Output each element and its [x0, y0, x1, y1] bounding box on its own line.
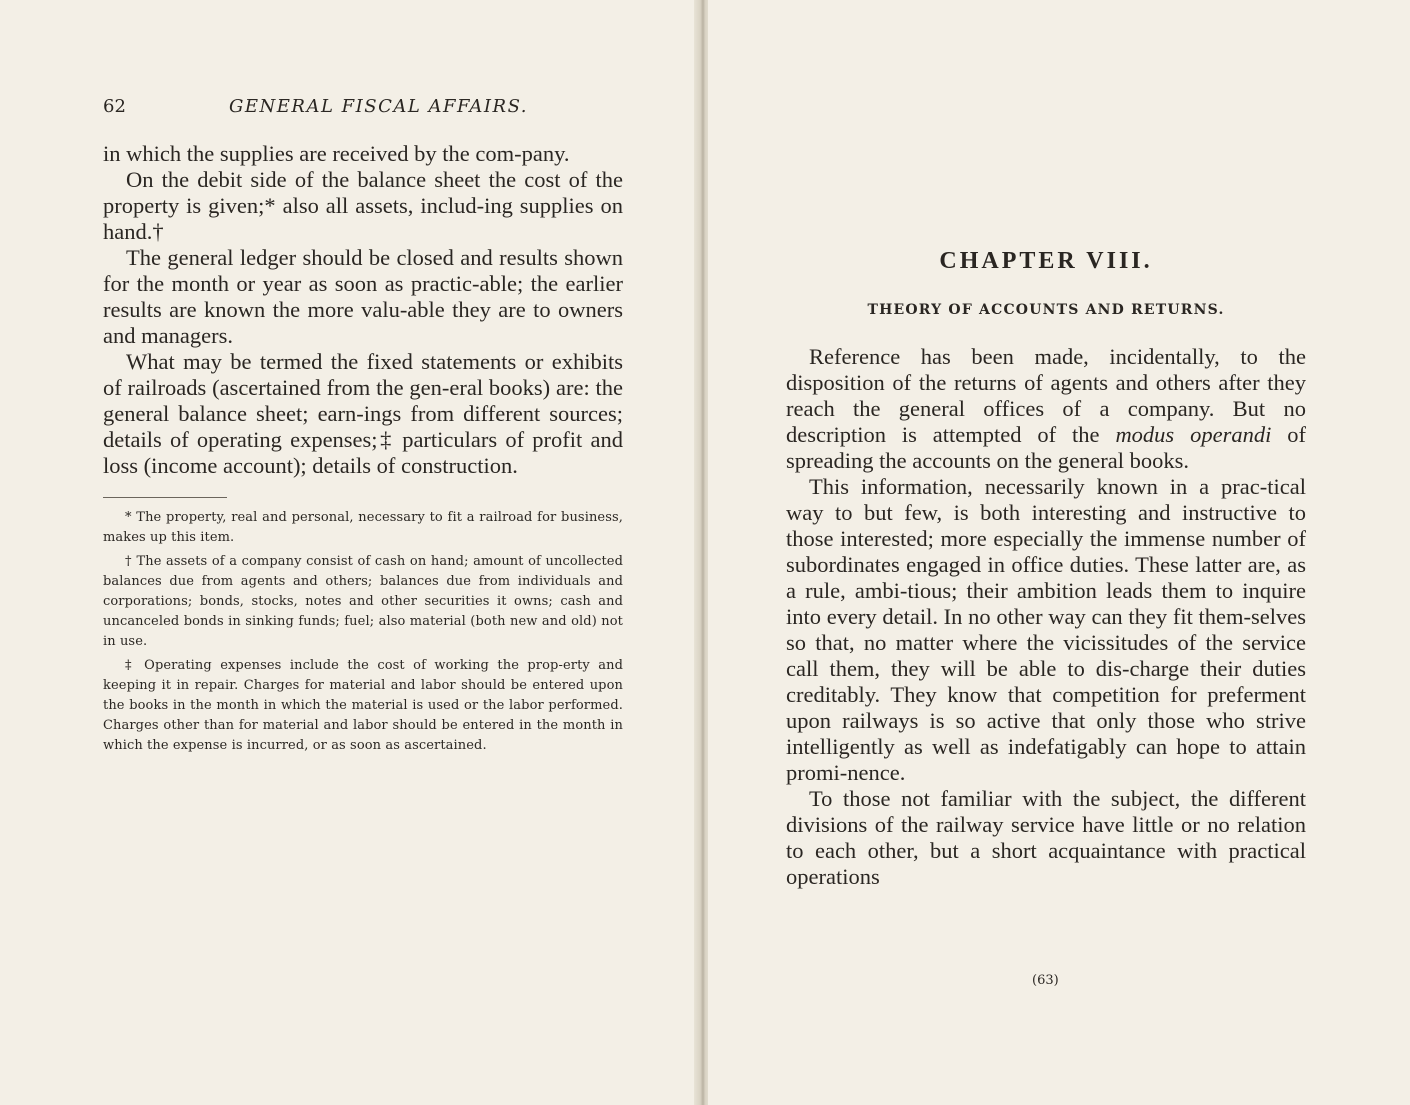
chapter-subtitle: THEORY OF ACCOUNTS AND RETURNS.	[867, 302, 1225, 318]
footnote: ‡ Operating expenses include the cost of working the prop-erty and keeping it in repair. Charges for material and labor should be entered upon the books in the month in which the material is used or the labor performed. Charges other than for material and labor should be entered in the month in which the expense is incurred, or as soon as ascertained.	[103, 658, 623, 753]
running-title: GENERAL FISCAL AFFAIRS.	[229, 96, 528, 117]
footnote: † The assets of a company consist of cash on hand; amount of uncollected balances due from agents and others; balances due from individuals and corporations; bonds, stocks, notes and other securities it owns; cash and uncanceled bonds in sinking funds; fuel; also material (both new and old) not in use.	[103, 554, 623, 649]
paragraph: To those not familiar with the subject, the different divisions of the railway service have little or no relation to each other, but a short acquaintance with practical operations	[786, 786, 1306, 889]
paragraph: This information, necessarily known in a prac-tical way to but few, is both interesting and instructive to those interested; more especially the immense number of subordinates engaged in office duties. These latter are, as a rule, ambi-tious; their ambition leads them to inquire into every detail. In no other way can they fit them-selves so that, no matter where the vicissitudes of the service call them, they will be able to dis-charge their duties creditably. They know that competition for preferment upon railways is so active that only those who strive intelligently as well as indefatigably can hope to attain promi-nence.	[786, 474, 1306, 785]
paragraph-text: Reference has been made, incidentally, to the disposition of the returns of agents and others after they reach the general offices of a company. But no description is attempted of the	[786, 344, 1306, 447]
paragraph-text: of spreading the accounts on the general books.	[786, 422, 1306, 473]
page-number: 62	[103, 96, 126, 117]
folio-page-number: (63)	[1032, 973, 1059, 988]
right-page-column	[786, 248, 1306, 890]
paragraph: What may be termed the fixed statements or exhibits of railroads (ascertained from the gen-eral books) are: the general balance sheet; earn-ings from different sources; details of operating expenses;‡ particulars of profit and loss (income account); details of construction.	[103, 349, 623, 478]
left-body-text	[103, 141, 623, 479]
paragraph: in which the supplies are received by the com-pany.	[103, 141, 570, 166]
paragraph	[786, 344, 1306, 474]
right-body-text	[786, 344, 1306, 890]
italic-phrase: modus operandi	[1115, 422, 1272, 447]
left-page-column	[103, 96, 623, 760]
footnote: * The property, real and personal, necessary to fit a railroad for business, makes up this item.	[103, 510, 623, 545]
running-head	[103, 96, 623, 124]
paragraph: On the debit side of the balance sheet the cost of the property is given;* also all assets, includ-ing supplies on hand.†	[103, 167, 623, 244]
left-page	[0, 0, 700, 1105]
footnotes	[103, 508, 623, 756]
paragraph: The general ledger should be closed and results shown for the month or year as soon as practic-able; the earlier results are known the more valu-able they are to owners and managers.	[103, 245, 623, 348]
chapter-title: CHAPTER VIII.	[939, 248, 1153, 274]
footnote-divider	[103, 497, 227, 498]
